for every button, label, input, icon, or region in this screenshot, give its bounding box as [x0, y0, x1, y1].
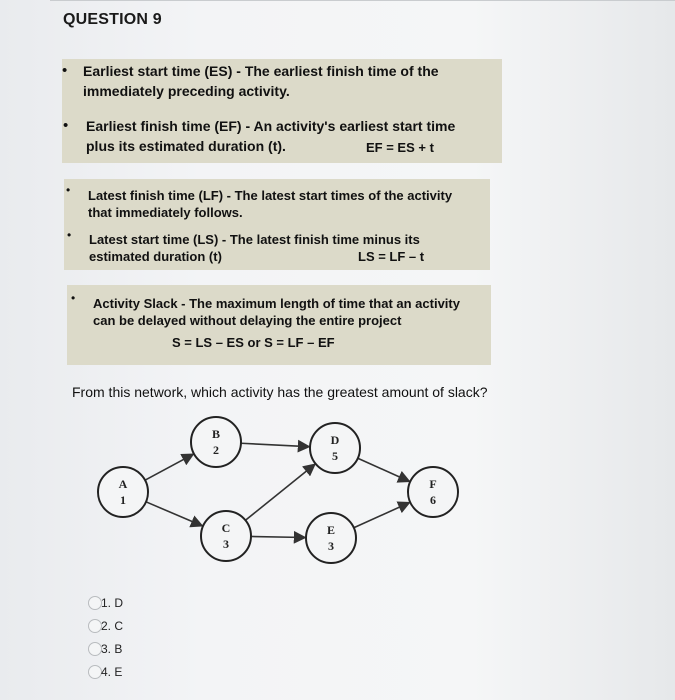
network-node-duration: 3: [223, 537, 229, 551]
answer-option-label: 1. D: [101, 596, 124, 610]
formula-ef: EF = ES + t: [366, 140, 434, 155]
bullet-icon: •: [62, 62, 68, 79]
formula-ls: LS = LF – t: [358, 249, 425, 264]
radio-button-icon[interactable]: [88, 665, 102, 679]
definition-slack-line1: Activity Slack - The maximum length of time that an activity: [93, 296, 460, 311]
answer-option-label: 3. B: [101, 642, 123, 656]
network-node-D: [310, 423, 360, 473]
network-nodes: [98, 417, 458, 563]
definition-slack-line2: can be delayed without delaying the entire project: [93, 313, 402, 328]
definition-ls-line1: Latest start time (LS) - The latest finish time minus its: [89, 232, 420, 247]
radio-button-icon[interactable]: [88, 642, 102, 656]
bullet-icon: •: [67, 228, 72, 242]
network-edge-C-E: [251, 536, 305, 537]
definition-lf-line2: that immediately follows.: [88, 205, 243, 220]
bullet-icon: •: [66, 183, 71, 197]
network-node-duration: 3: [328, 539, 334, 553]
network-edge-A-B: [145, 454, 193, 480]
definition-es-line1: Earliest start time (ES) - The earliest finish time of the: [83, 63, 439, 79]
formula-slack: S = LS – ES or S = LF – EF: [172, 335, 335, 350]
network-node-B: [191, 417, 241, 467]
network-node-letter: E: [326, 523, 336, 537]
network-diagram: [80, 408, 480, 588]
network-node-letter: F: [429, 477, 437, 491]
network-node-E: [306, 513, 356, 563]
definition-es-line2: immediately preceding activity.: [83, 83, 290, 99]
network-node-letter: C: [221, 521, 231, 535]
network-node-duration: 2: [213, 443, 219, 457]
definition-ef-line2: plus its estimated duration (t).: [86, 138, 286, 154]
definition-ef-line1: Earliest finish time (EF) - An activity's earliest start time: [86, 118, 456, 134]
answer-option-label: 4. E: [101, 665, 123, 679]
network-edge-C-D: [245, 464, 314, 520]
network-node-duration: 1: [120, 493, 126, 507]
bullet-icon: •: [71, 291, 76, 305]
radio-button-icon[interactable]: [88, 596, 102, 610]
network-node-letter: B: [211, 427, 221, 441]
network-edge-B-D: [241, 443, 309, 446]
network-edge-D-F: [358, 458, 409, 481]
network-node-F: [408, 467, 458, 517]
definition-lf-line1: Latest finish time (LF) - The latest start times of the activity: [88, 188, 453, 203]
network-node-duration: 6: [430, 493, 436, 507]
network-node-C: [201, 511, 251, 561]
radio-button-icon[interactable]: [88, 619, 102, 633]
network-node-letter: A: [118, 477, 128, 491]
network-node-duration: 5: [332, 449, 338, 463]
question-title: QUESTION 9: [63, 11, 162, 28]
network-node-A: [98, 467, 148, 517]
network-edges: [145, 443, 409, 537]
network-edge-A-C: [146, 502, 202, 526]
network-edge-E-F: [354, 503, 410, 528]
definition-ls-line2: estimated duration (t): [89, 249, 222, 264]
question-text: From this network, which activity has the greatest amount of slack?: [72, 384, 488, 400]
divider: [50, 0, 675, 1]
answer-option-label: 2. C: [101, 619, 124, 633]
bullet-icon: •: [63, 117, 69, 134]
network-node-letter: D: [330, 433, 340, 447]
